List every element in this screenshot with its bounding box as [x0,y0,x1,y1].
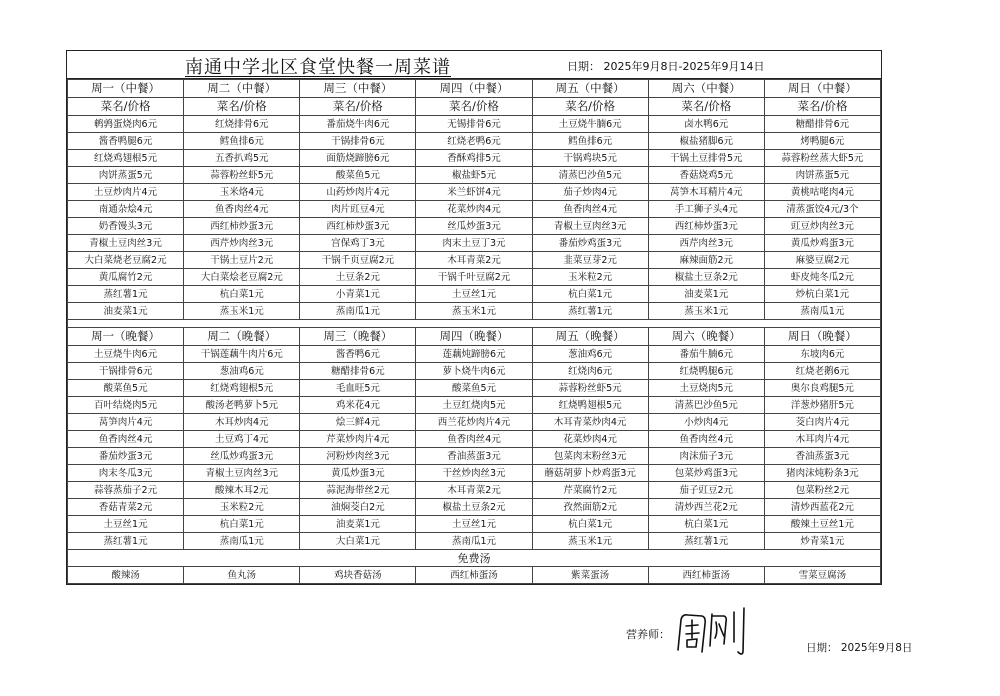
lunch-menu-row-cell: 肉片豇豆4元 [300,201,416,218]
dinner-menu-row-cell: 百叶结烧肉5元 [68,397,184,414]
dinner-menu-row-cell: 酸汤老鸭萝卜5元 [184,397,300,414]
soup-row-cell: 西红柿蛋汤 [416,567,532,584]
lunch-subheader-cell: 菜名/价格 [532,98,648,116]
lunch-menu-row-cell: 蒜蓉粉丝蒸大虾5元 [764,150,880,167]
dinner-day-header-cell: 周六（晚餐） [648,328,764,346]
dinner-menu-row-cell: 花菜炒肉4元 [532,431,648,448]
dinner-menu-row-cell: 红烧肉6元 [532,363,648,380]
dinner-menu-row-cell: 芹菜炒肉片4元 [300,431,416,448]
lunch-menu-row-cell: 炒杭白菜1元 [764,286,880,303]
dinner-menu-row-cell: 蒸玉米1元 [532,533,648,550]
dinner-menu-row-cell: 清炒西兰花2元 [648,499,764,516]
dinner-menu-row-cell: 洋葱炒猪肝5元 [764,397,880,414]
lunch-menu-row-cell: 茄子炒肉4元 [532,184,648,201]
dinner-menu-row-cell: 莲藕炖蹄膀6元 [416,346,532,363]
lunch-menu-row [68,269,881,286]
footer-date: 日期： 2025年9月8日 [806,642,913,654]
dinner-menu-row [68,380,881,397]
lunch-subheader [68,98,881,116]
dinner-menu-row-cell: 椒盐土豆条2元 [416,499,532,516]
dinner-menu-row-cell: 酸辣土豆丝1元 [764,516,880,533]
lunch-menu-row-cell: 米兰虾饼4元 [416,184,532,201]
lunch-menu-row [68,303,881,320]
dinner-menu-row-cell: 鱼香肉丝4元 [416,431,532,448]
lunch-menu-row-cell: 木耳青菜2元 [416,252,532,269]
lunch-menu-row-cell: 酸菜鱼5元 [300,167,416,184]
soup-row [68,567,881,584]
dinner-menu-row-cell: 猪肉沫炖粉条3元 [764,465,880,482]
lunch-menu-row-cell: 大白菜烧老豆腐2元 [68,252,184,269]
lunch-menu-row-cell: 糖醋排骨6元 [764,116,880,133]
dinner-menu-row-cell: 茄子豇豆2元 [648,482,764,499]
lunch-menu-row-cell: 蒸玉米1元 [648,303,764,320]
lunch-menu-row-cell: 玉米烙4元 [184,184,300,201]
dinner-menu-row-cell: 包菜粉丝2元 [764,482,880,499]
lunch-menu-row-cell: 黄桃咕咾肉4元 [764,184,880,201]
lunch-subheader-cell: 菜名/价格 [300,98,416,116]
lunch-subheader-cell: 菜名/价格 [648,98,764,116]
soup-title-row [68,550,881,567]
lunch-menu-row-cell: 蒸玉米1元 [184,303,300,320]
lunch-menu-row [68,133,881,150]
menu-sheet [66,50,882,585]
dinner-menu-row-cell: 干丝炒肉丝3元 [416,465,532,482]
soup-row-cell: 鸡块香菇汤 [300,567,416,584]
nutritionist-signature [672,606,752,658]
dinner-menu-row-cell: 肉末冬瓜3元 [68,465,184,482]
lunch-menu-row [68,218,881,235]
dinner-day-header-cell: 周日（晚餐） [764,328,880,346]
lunch-day-header-cell: 周日（中餐） [764,80,880,98]
lunch-menu-row-cell: 麻婆豆腐2元 [764,252,880,269]
lunch-menu-row-cell: 红烧老鸭6元 [416,133,532,150]
lunch-menu-row-cell: 蒸红薯1元 [532,303,648,320]
lunch-menu-row-cell: 蒸南瓜1元 [764,303,880,320]
dinner-menu-row-cell: 河粉炒肉丝3元 [300,448,416,465]
dinner-menu-row-cell: 毛血旺5元 [300,380,416,397]
dinner-menu-row-cell: 丝瓜炒鸡蛋3元 [184,448,300,465]
lunch-menu-row-cell: 宫保鸡丁3元 [300,235,416,252]
soup-row-cell: 鱼丸汤 [184,567,300,584]
dinner-menu-row-cell: 清炒西蓝花2元 [764,499,880,516]
lunch-menu-row [68,235,881,252]
soup-row-cell: 酸辣汤 [68,567,184,584]
lunch-menu-row [68,286,881,303]
lunch-menu-row-cell: 山药炒肉片4元 [300,184,416,201]
dinner-menu-row-cell: 土豆鸡丁4元 [184,431,300,448]
lunch-menu-row [68,167,881,184]
section-gap [68,320,881,328]
dinner-menu-row-cell: 土豆烧肉5元 [648,380,764,397]
dinner-menu-row-cell: 酸菜鱼5元 [416,380,532,397]
lunch-menu-row-cell: 蒸玉米1元 [416,303,532,320]
lunch-menu-row-cell: 五香扒鸡5元 [184,150,300,167]
dinner-menu-row [68,448,881,465]
dinner-day-header-cell: 周五（晚餐） [532,328,648,346]
lunch-menu-row-cell: 西红柿炒蛋3元 [648,218,764,235]
lunch-subheader-cell: 菜名/价格 [184,98,300,116]
dinner-menu-row-cell: 香油蒸蛋3元 [764,448,880,465]
dinner-menu-row-cell: 红烧鸭腿6元 [648,363,764,380]
dinner-menu-row-cell: 酱香鸭6元 [300,346,416,363]
lunch-menu-row-cell: 奶香馒头3元 [68,218,184,235]
lunch-menu-row-cell: 干锅土豆片2元 [184,252,300,269]
lunch-menu-row-cell: 面筋烧蹄膀6元 [300,150,416,167]
lunch-menu-row-cell: 蒸红薯1元 [68,286,184,303]
lunch-menu-row [68,252,881,269]
lunch-menu-row-cell: 无锡排骨6元 [416,116,532,133]
lunch-menu-row [68,116,881,133]
nutritionist-label: 营养师： [626,628,670,641]
dinner-menu-row-cell: 蒸南瓜1元 [416,533,532,550]
lunch-day-header-cell: 周三（中餐） [300,80,416,98]
dinner-menu-row-cell: 包菜肉末粉丝3元 [532,448,648,465]
dinner-day-header-cell: 周二（晚餐） [184,328,300,346]
lunch-menu-row-cell: 花菜炒肉4元 [416,201,532,218]
dinner-menu-row [68,397,881,414]
dinner-menu-row-cell: 烩三鲜4元 [300,414,416,431]
lunch-subheader-cell: 菜名/价格 [68,98,184,116]
dinner-menu-row-cell: 番茄炒蛋3元 [68,448,184,465]
lunch-menu-row-cell: 红烧排骨6元 [184,116,300,133]
lunch-day-header-cell: 周六（中餐） [648,80,764,98]
lunch-menu-row-cell: 肉末土豆丁3元 [416,235,532,252]
dinner-day-header-cell: 周一（晚餐） [68,328,184,346]
lunch-menu-row-cell: 香菇烧鸡5元 [648,167,764,184]
dinner-menu-row-cell: 蒸南瓜1元 [184,533,300,550]
dinner-menu-row-cell: 酸辣木耳2元 [184,482,300,499]
dinner-menu-row-cell: 茭白肉片4元 [764,414,880,431]
dinner-menu-row-cell: 木耳青菜2元 [416,482,532,499]
page-title: 南通中学北区食堂快餐一周菜谱 [185,57,451,78]
dinner-menu-row-cell: 萝卜烧牛肉6元 [416,363,532,380]
lunch-menu-row-cell: 鱼香肉丝4元 [184,201,300,218]
lunch-menu-row-cell: 椒盐虾5元 [416,167,532,184]
dinner-menu-row-cell: 清蒸巴沙鱼5元 [648,397,764,414]
dinner-menu-row-cell: 木耳炒肉4元 [184,414,300,431]
dinner-menu-row-cell: 小炒肉4元 [648,414,764,431]
lunch-menu-row-cell: 西红柿炒蛋3元 [184,218,300,235]
dinner-menu-row-cell: 红烧鸡翅根5元 [184,380,300,397]
dinner-menu-row-cell: 鱼香肉丝4元 [68,431,184,448]
dinner-menu-row-cell: 油焖茭白2元 [300,499,416,516]
lunch-menu-row-cell: 玉米粒2元 [532,269,648,286]
dinner-menu-row-cell: 土豆丝1元 [68,516,184,533]
dinner-menu-row-cell: 肉沫茄子3元 [648,448,764,465]
lunch-subheader-cell: 菜名/价格 [764,98,880,116]
lunch-menu-row-cell: 南通杂烩4元 [68,201,184,218]
lunch-menu-row-cell: 鹌鹑蛋烧肉6元 [68,116,184,133]
lunch-menu-row-cell: 韭菜豆芽2元 [532,252,648,269]
lunch-menu-row-cell: 鳕鱼排6元 [532,133,648,150]
dinner-menu-row-cell: 蒸红薯1元 [68,533,184,550]
dinner-menu-row-cell: 奥尔良鸡腿5元 [764,380,880,397]
lunch-menu-row-cell: 大白菜烩老豆腐2元 [184,269,300,286]
dinner-menu-row-cell: 蘑菇胡萝卜炒鸡蛋3元 [532,465,648,482]
soup-title: 免费汤 [68,550,881,567]
soup-row-cell: 西红柿蛋汤 [648,567,764,584]
lunch-menu-row-cell: 土豆烧牛腩6元 [532,116,648,133]
lunch-day-header-cell: 周一（中餐） [68,80,184,98]
lunch-menu-row-cell: 卤水鸭6元 [648,116,764,133]
section-gap-cell [68,320,881,328]
lunch-menu-row-cell: 豇豆炒肉丝3元 [764,218,880,235]
dinner-menu-row-cell: 炒青菜1元 [764,533,880,550]
lunch-menu-row-cell: 干锅鸡块5元 [532,150,648,167]
dinner-day-header [68,328,881,346]
lunch-menu-row [68,184,881,201]
dinner-menu-row-cell: 西兰花炒肉片4元 [416,414,532,431]
lunch-menu-row-cell: 鳕鱼排6元 [184,133,300,150]
lunch-day-header-cell: 周二（中餐） [184,80,300,98]
dinner-menu-row-cell: 蒸红薯1元 [648,533,764,550]
dinner-menu-row-cell: 红烧老鹅6元 [764,363,880,380]
lunch-menu-row-cell: 香酥鸡排5元 [416,150,532,167]
lunch-menu-row-cell: 西芹肉丝3元 [648,235,764,252]
lunch-menu-row-cell: 干锅排骨6元 [300,133,416,150]
lunch-menu-row-cell: 肉饼蒸蛋5元 [764,167,880,184]
dinner-menu-row-cell: 油麦菜1元 [300,516,416,533]
dinner-menu-row-cell: 香油蒸蛋3元 [416,448,532,465]
lunch-subheader-cell: 菜名/价格 [416,98,532,116]
lunch-menu-row-cell: 蒸南瓜1元 [300,303,416,320]
dinner-menu-row-cell: 东坡肉6元 [764,346,880,363]
lunch-menu-row-cell: 清蒸蛋饺4元/3个 [764,201,880,218]
lunch-day-header [68,80,881,98]
lunch-menu-row-cell: 番茄炒鸡蛋3元 [532,235,648,252]
dinner-day-header-cell: 周四（晚餐） [416,328,532,346]
lunch-menu-row-cell: 手工狮子头4元 [648,201,764,218]
dinner-menu-row-cell: 土豆丝1元 [416,516,532,533]
lunch-menu-row [68,150,881,167]
dinner-menu-row-cell: 大白菜1元 [300,533,416,550]
lunch-menu-row-cell: 土豆条2元 [300,269,416,286]
dinner-menu-row-cell: 鱼香肉丝4元 [648,431,764,448]
lunch-menu-row-cell: 杭白菜1元 [184,286,300,303]
lunch-menu-row-cell: 干锅千页豆腐2元 [300,252,416,269]
dinner-menu-row-cell: 蒜泥海带丝2元 [300,482,416,499]
lunch-menu-row-cell: 莴笋木耳精片4元 [648,184,764,201]
lunch-menu-row-cell: 番茄烧牛肉6元 [300,116,416,133]
lunch-menu-row-cell: 油麦菜1元 [68,303,184,320]
lunch-menu-row-cell: 黄瓜腐竹2元 [68,269,184,286]
dinner-menu-row-cell: 蒜蓉粉丝虾5元 [532,380,648,397]
dinner-menu-row-cell: 土豆红烧肉5元 [416,397,532,414]
dinner-menu-row [68,431,881,448]
lunch-menu-row-cell: 油麦菜1元 [648,286,764,303]
dinner-menu-row [68,363,881,380]
dinner-menu-row-cell: 干锅排骨6元 [68,363,184,380]
dinner-menu-row-cell: 木耳肉片4元 [764,431,880,448]
dinner-menu-row-cell: 葱油鸡6元 [184,363,300,380]
lunch-menu-row-cell: 黄瓜炒鸡蛋3元 [764,235,880,252]
lunch-menu-row-cell: 清蒸巴沙鱼5元 [532,167,648,184]
dinner-menu-row-cell: 芹菜腐竹2元 [532,482,648,499]
soup-row-cell: 雪菜豆腐汤 [764,567,880,584]
lunch-menu-row-cell: 干锅土豆排骨5元 [648,150,764,167]
lunch-menu-row-cell: 土豆丝1元 [416,286,532,303]
lunch-menu-row-cell: 杭白菜1元 [532,286,648,303]
lunch-menu-row-cell: 蒜蓉粉丝虾5元 [184,167,300,184]
lunch-menu-row [68,201,881,218]
dinner-menu-row-cell: 酸菜鱼5元 [68,380,184,397]
dinner-menu-row-cell: 糖醋排骨6元 [300,363,416,380]
dinner-menu-row-cell: 玉米粒2元 [184,499,300,516]
dinner-menu-row-cell: 黄瓜炒蛋3元 [300,465,416,482]
dinner-menu-row [68,414,881,431]
dinner-menu-row-cell: 葱油鸡6元 [532,346,648,363]
dinner-menu-row-cell: 杭白菜1元 [648,516,764,533]
menu-table [67,79,881,584]
lunch-menu-row-cell: 丝瓜炒蛋3元 [416,218,532,235]
lunch-menu-row-cell: 干锅千叶豆腐2元 [416,269,532,286]
dinner-day-header-cell: 周三（晚餐） [300,328,416,346]
dinner-menu-row [68,516,881,533]
lunch-menu-row-cell: 鱼香肉丝4元 [532,201,648,218]
dinner-menu-row-cell: 番茄牛腩6元 [648,346,764,363]
dinner-menu-row [68,499,881,516]
lunch-menu-row-cell: 红烧鸡翅根5元 [68,150,184,167]
dinner-menu-row-cell: 包菜炒鸡蛋3元 [648,465,764,482]
lunch-menu-row-cell: 椒盐土豆条2元 [648,269,764,286]
lunch-menu-row-cell: 烤鸭腿6元 [764,133,880,150]
lunch-menu-row-cell: 虾皮炖冬瓜2元 [764,269,880,286]
dinner-menu-row [68,482,881,499]
lunch-menu-row-cell: 椒盐猪脚6元 [648,133,764,150]
dinner-menu-row-cell: 杭白菜1元 [184,516,300,533]
dinner-menu-row [68,465,881,482]
dinner-menu-row-cell: 蒜蓉蒸茄子2元 [68,482,184,499]
dinner-menu-row [68,533,881,550]
lunch-menu-row-cell: 小青菜1元 [300,286,416,303]
soup-row-cell: 紫菜蛋汤 [532,567,648,584]
lunch-menu-row-cell: 土豆炒肉片4元 [68,184,184,201]
lunch-day-header-cell: 周五（中餐） [532,80,648,98]
lunch-menu-row-cell: 青椒土豆肉丝3元 [532,218,648,235]
lunch-menu-row-cell: 肉饼蒸蛋5元 [68,167,184,184]
dinner-menu-row [68,346,881,363]
dinner-menu-row-cell: 青椒土豆肉丝3元 [184,465,300,482]
dinner-menu-row-cell: 木耳青菜炒肉4元 [532,414,648,431]
dinner-menu-row-cell: 红烧鸭翅根5元 [532,397,648,414]
title-row [67,51,881,79]
dinner-menu-row-cell: 杭白菜1元 [532,516,648,533]
lunch-menu-row-cell: 麻辣面筋2元 [648,252,764,269]
lunch-day-header-cell: 周四（中餐） [416,80,532,98]
dinner-menu-row-cell: 鸡米花4元 [300,397,416,414]
dinner-menu-row-cell: 莴笋肉片4元 [68,414,184,431]
lunch-menu-row-cell: 酱香鸭腿6元 [68,133,184,150]
dinner-menu-row-cell: 干锅莲藕牛肉片6元 [184,346,300,363]
dinner-menu-row-cell: 孜然面筋2元 [532,499,648,516]
lunch-menu-row-cell: 青椒土豆肉丝3元 [68,235,184,252]
lunch-menu-row-cell: 西芹炒肉丝3元 [184,235,300,252]
dinner-menu-row-cell: 土豆烧牛肉6元 [68,346,184,363]
dinner-menu-row-cell: 香菇青菜2元 [68,499,184,516]
lunch-menu-row-cell: 西红柿炒蛋3元 [300,218,416,235]
date-range: 日期： 2025年9月8日-2025年9月14日 [567,60,765,73]
